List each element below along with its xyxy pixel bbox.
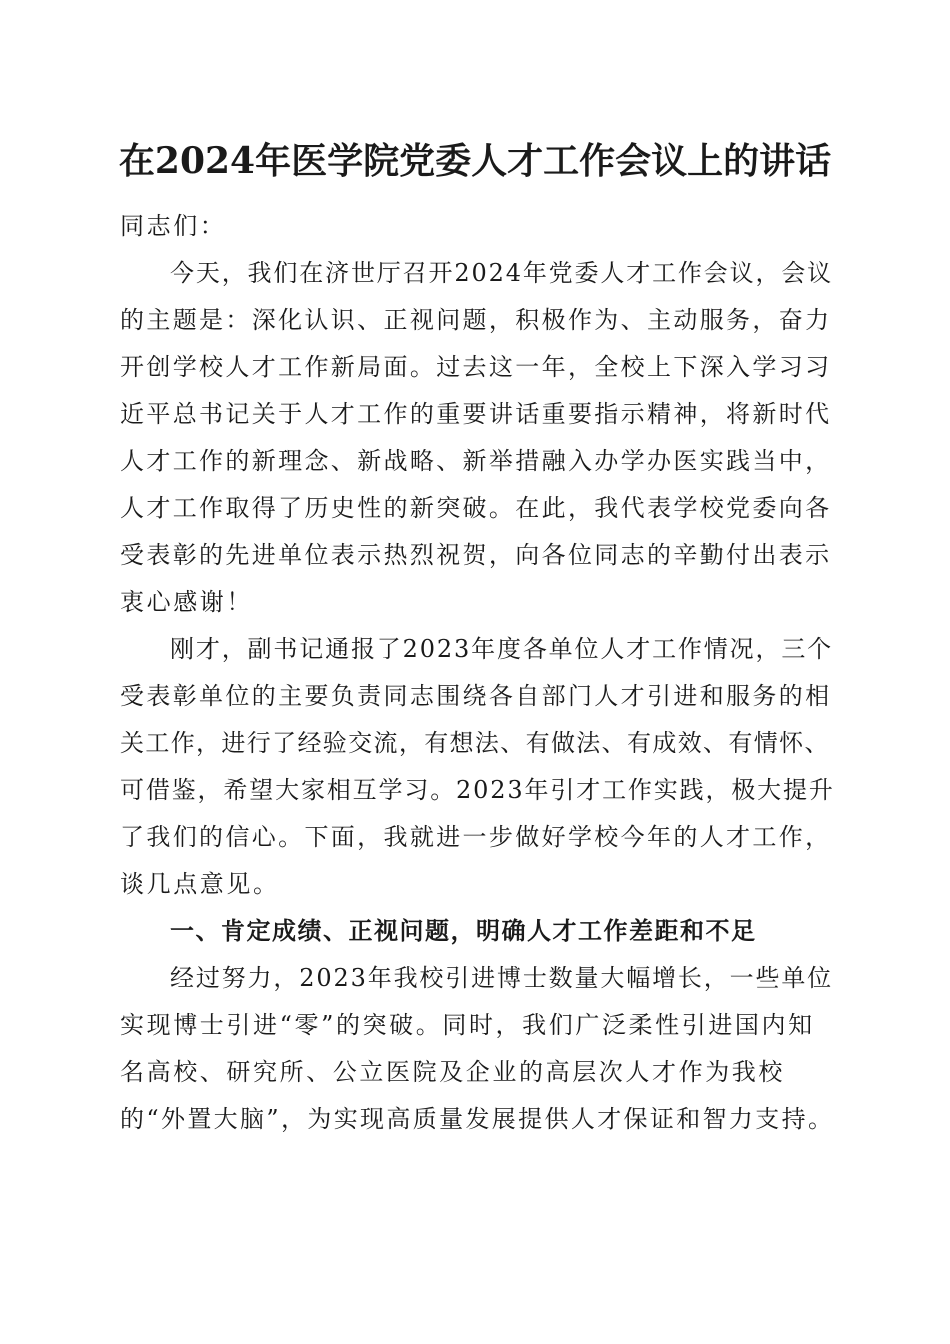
page-title: 在2024年医学院党委人才工作会议上的讲话 [118, 140, 832, 182]
paragraph-3-line-4: 的“外置大脑”，为实现高质量发展提供人才保证和智力支持。 [120, 1105, 835, 1133]
paragraph-3-line-3: 名高校、研究所、公立医院及企业的高层次人才作为我校 [120, 1058, 785, 1086]
paragraph-2-line-4: 可借鉴，希望大家相互学习。2023年引才工作实践，极大提升 [120, 776, 835, 804]
paragraph-3-line-1: 经过努力，2023年我校引进博士数量大幅增长，一些单位 [170, 964, 834, 992]
section-heading-1: 一、肯定成绩、正视问题，明确人才工作差距和不足 [170, 917, 757, 945]
paragraph-1-line-8: 衷心感谢！ [120, 588, 253, 616]
paragraph-2-line-1: 刚才，副书记通报了2023年度各单位人才工作情况，三个 [170, 635, 834, 663]
paragraph-1-line-6: 人才工作取得了历史性的新突破。在此，我代表学校党委向各 [120, 494, 832, 522]
paragraph-1-line-1: 今天，我们在济世厅召开2024年党委人才工作会议，会议 [170, 259, 834, 287]
paragraph-1-line-4: 近平总书记关于人才工作的重要讲话重要指示精神，将新时代 [120, 400, 832, 428]
paragraph-1-line-7: 受表彰的先进单位表示热烈祝贺，向各位同志的辛勤付出表示 [120, 541, 832, 569]
paragraph-3-line-2: 实现博士引进“零”的突破。同时，我们广泛柔性引进国内知 [120, 1011, 815, 1039]
paragraph-1-line-5: 人才工作的新理念、新战略、新举措融入办学办医实践当中， [120, 447, 832, 475]
paragraph-1-line-3: 开创学校人才工作新局面。过去这一年，全校上下深入学习习 [120, 353, 832, 381]
paragraph-2-line-5: 了我们的信心。下面，我就进一步做好学校今年的人才工作， [120, 823, 832, 851]
paragraph-1-line-2: 的主题是：深化认识、正视问题，积极作为、主动服务，奋力 [120, 306, 832, 334]
paragraph-2-line-3: 关工作，进行了经验交流，有想法、有做法、有成效、有情怀、 [120, 729, 830, 757]
paragraph-2-line-6: 谈几点意见。 [120, 870, 280, 898]
paragraph-2-line-2: 受表彰单位的主要负责同志围绕各自部门人才引进和服务的相 [120, 682, 832, 710]
salutation: 同志们： [120, 212, 227, 240]
